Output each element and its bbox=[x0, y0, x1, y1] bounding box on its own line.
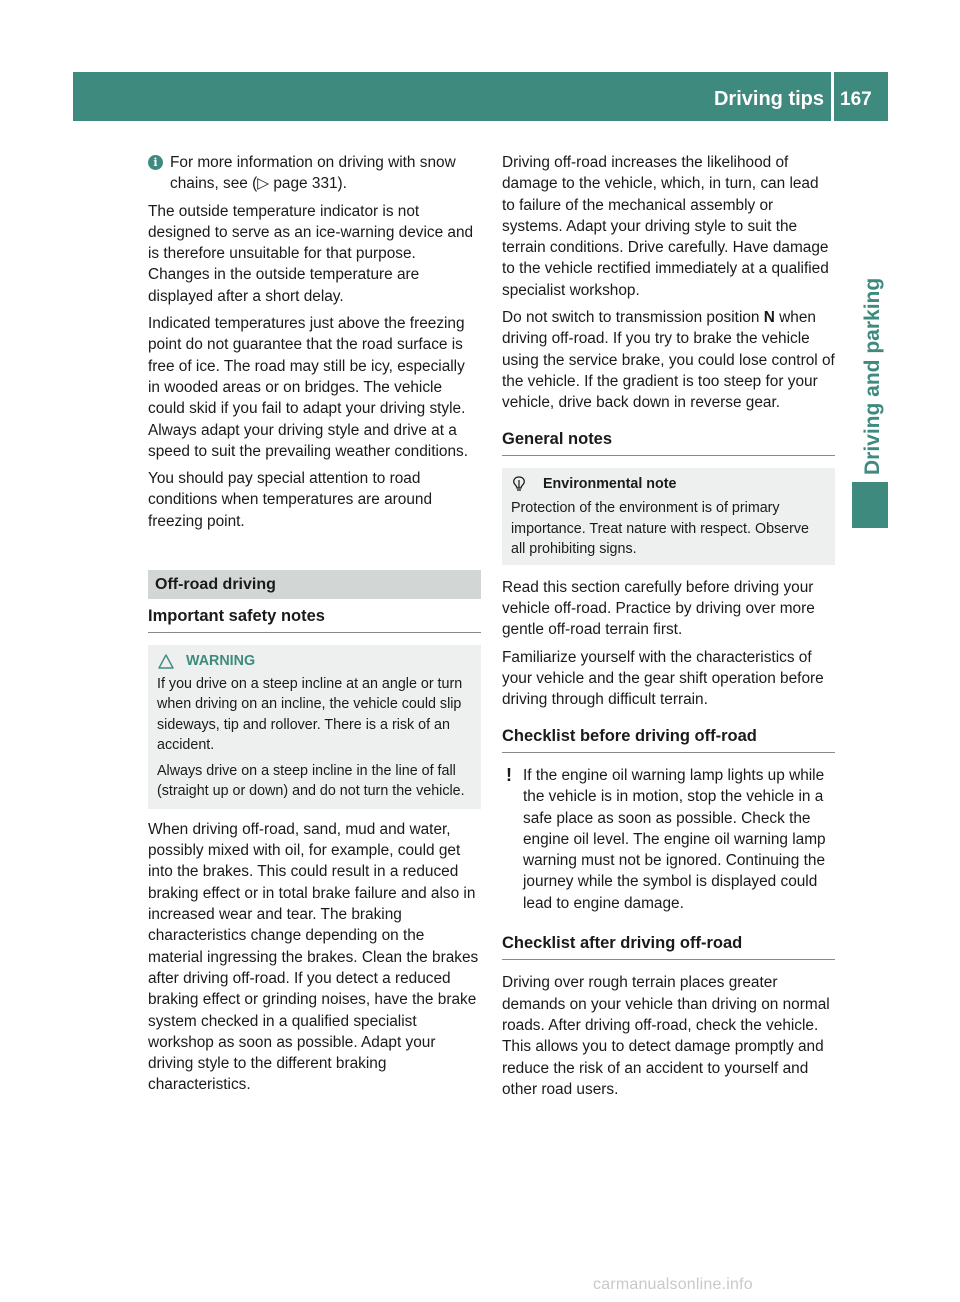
paragraph: The outside temperature indicator is not designed to serve as an ice-warning device and is therefore unsuitable for that purpose. Changes in the outside temperature are displayed after a short delay. bbox=[148, 202, 474, 305]
info-note-text: For more information on driving with snow chains, see (▷ page 331). bbox=[170, 154, 456, 193]
environmental-note-box bbox=[502, 468, 835, 565]
subheading-safety-notes: Important safety notes bbox=[148, 599, 481, 633]
notice bbox=[502, 765, 835, 914]
paragraph bbox=[502, 307, 835, 413]
paragraph: When driving off-road, sand, mud and water, possibly mixed with oil, for example, could get into the brakes. This could result in a reduced braking effect or in total brake failure and also in increased wear and tear. The braking characteristics change depending on the material ingressing the brakes. Clean the brakes after driving off-road. If you detect a reduced braking effect or grinding noises, have the brake system checked in a qualified specialist workshop as soon as possible. Adapt your driving style to the different braking characteristics. bbox=[148, 820, 479, 1094]
paragraph: Indicated temperatures just above the freezing point do not guarantee that the road surface is free of ice. The road may still be icy, especially in wooded areas or on bridges. The vehicle could skid if you fail to adapt your driving style. Always adapt your driving style and drive at a speed to suit the prevailing weather conditions. bbox=[148, 315, 468, 460]
exclamation-icon: ! bbox=[506, 764, 512, 785]
warning-triangle-icon bbox=[158, 654, 174, 669]
subheading-general-notes: General notes bbox=[502, 422, 835, 456]
paragraph: Familiarize yourself with the characteristics of your vehicle and the gear shift operation before driving through difficult terrain. bbox=[502, 648, 824, 709]
footer-watermark: carmanualsonline.info bbox=[593, 1276, 753, 1293]
info-icon: i bbox=[148, 155, 163, 170]
environmental-note-title: Environmental note bbox=[543, 475, 677, 492]
subheading-checklist-before: Checklist before driving off-road bbox=[502, 719, 835, 753]
header-divider bbox=[831, 72, 834, 121]
lightbulb-icon bbox=[512, 476, 526, 493]
notice-text: If the engine oil warning lamp lights up while the vehicle is in motion, stop the vehicle in a safe place as soon as possible. Check the engine oil level. The engine oil warning lamp warning must not be ignored. Continuing the journey while the symbol is displayed could lead to engine damage. bbox=[523, 766, 826, 912]
right-column bbox=[502, 152, 835, 1106]
environmental-note-header bbox=[511, 474, 827, 495]
paragraph: Read this section carefully before driving your vehicle off-road. Practice by driving over more gentle off-road terrain first. bbox=[502, 578, 815, 639]
warning-title: WARNING bbox=[186, 653, 256, 670]
warning-box bbox=[148, 645, 481, 809]
side-tab-marker bbox=[852, 482, 888, 528]
warning-text: Always drive on a steep incline in the line of fall (straight up or down) and do not turn the vehicle. bbox=[157, 762, 465, 800]
paragraph: You should pay special attention to road conditions when temperatures are around freezing point. bbox=[148, 470, 433, 530]
subheading-checklist-after: Checklist after driving off-road bbox=[502, 926, 835, 960]
info-note bbox=[148, 152, 481, 195]
paragraph: Driving off-road increases the likelihood of damage to the vehicle, which, in turn, can lead to failure of the mechanical assembly or systems. Adapt your driving style to suit the terrain conditions. Drive carefully. Have damage to the vehicle rectified immediately at a qualified specialist workshop. bbox=[502, 154, 829, 299]
paragraph-text: when driving off-road. If you try to brake the vehicle using the service brake, you could lose control of the vehicle. If the gradient is too steep for your vehicle, drive back down in reverse gear. bbox=[502, 309, 835, 412]
environmental-note-text: Protection of the environment is of primary importance. Treat nature with respect. Observe all prohibiting signs. bbox=[511, 500, 809, 558]
page-number: 167 bbox=[840, 89, 872, 110]
section-title: Off-road driving bbox=[148, 570, 481, 599]
warning-text: If you drive on a steep incline at an angle or turn when driving on an incline, the vehicle could slip sideways, tip and rollover. There is a risk of an accident. bbox=[157, 675, 463, 754]
left-column bbox=[148, 152, 481, 1102]
transmission-position: N bbox=[763, 309, 775, 327]
paragraph-text: Do not switch to transmission position bbox=[502, 309, 764, 327]
paragraph: Driving over rough terrain places greater demands on your vehicle than driving on normal roads. After driving off-road, check the vehicle. This allows you to detect damage promptly and reduce the risk of an accident to yourself and other road users. bbox=[502, 974, 830, 1098]
header-title: Driving tips bbox=[713, 88, 824, 110]
side-tab-label: Driving and parking bbox=[861, 277, 884, 475]
warning-header bbox=[157, 651, 473, 672]
